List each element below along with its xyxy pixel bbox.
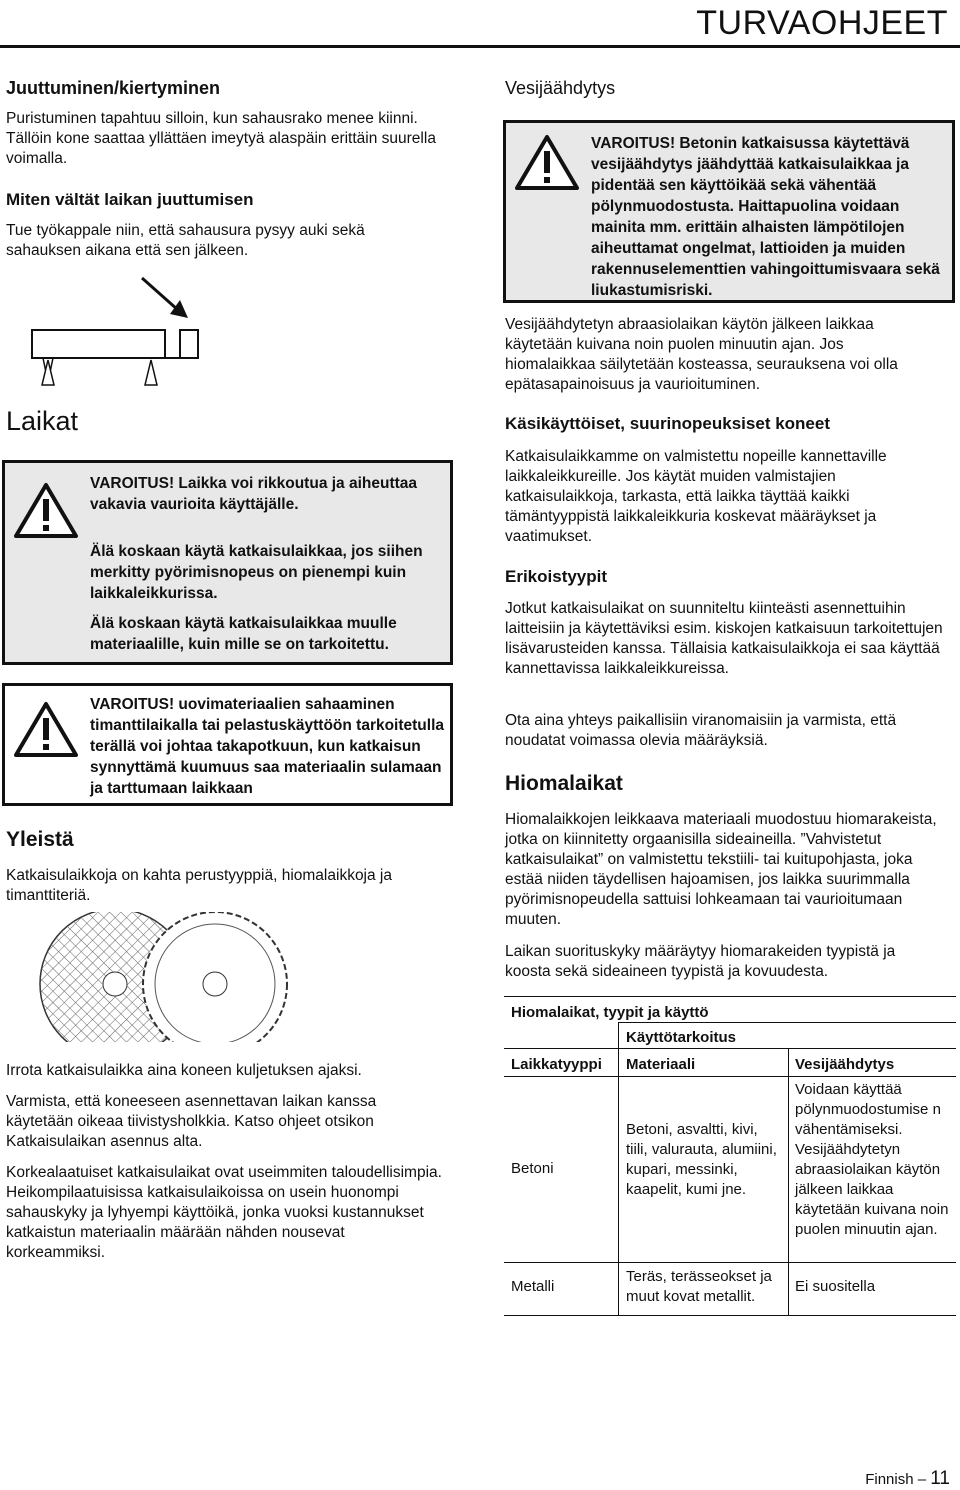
table-row: Metalli [511, 1278, 555, 1295]
col-header-water: Vesijäähdytys [795, 1056, 895, 1073]
yleista-p1: Irrota katkaisulaikka aina koneen kuljetuksen ajaksi. [6, 1062, 362, 1079]
special-heading: Erikoistyypit [505, 567, 608, 586]
warning-box-kickback [2, 683, 453, 806]
warning-text-2: Älä koskaan käytä katkaisulaikkaa, jos siihen merkitty pyörimisnopeus on pienempi kuin laikkaleikkurissa. [90, 543, 423, 602]
yleista-heading: Yleistä [6, 828, 74, 851]
col-header-material: Materiaali [626, 1056, 696, 1073]
warning-box-blade [2, 460, 453, 665]
warning-text-1: VAROITUS! Laikka voi rikkoutua ja aiheuttaa vakavia vaurioita käyttäjälle. [90, 475, 418, 513]
yleista-p3: Korkealaatuiset katkaisulaikat ovat useimmiten taloudellisimpia. Heikompilaatuisissa katkaisulaikoissa on usein huonompi sahauskyky ja lyhyempi käyttöikä, jonka vuoksi kustannukset katkaistun materiaalin määrään nähden nousevat korkeammiksi. [6, 1164, 442, 1261]
handheld-paragraph: Katkaisulaikkamme on valmistettu nopeille kannettaville laikkaleikkureille. Jos käytät muiden valmistajien katkaisulaikkoja, tarkasta, että laikka täyttää kaikki tämäntyyppistä laikkaleikkuria koskevat määräykset ja vaatimukset. [505, 448, 887, 545]
abrasive-heading: Hiomalaikat [505, 772, 623, 795]
jam-paragraph: Puristuminen tapahtuu silloin, kun sahausrako menee kiinni. Tällöin kone saattaa yllättäen imeytyä alaspäin erittäin suurella voimalla. [6, 110, 436, 167]
table-row: Betoni [511, 1160, 554, 1177]
table-cell-water: Ei suositella [795, 1278, 876, 1295]
yleista-paragraph: Katkaisulaikkoja on kahta perustyyppiä, hiomalaikkoja ja timanttiteriä. [6, 867, 392, 904]
page-number: 11 [930, 1468, 950, 1489]
jam-heading: Juuttuminen/kiertyminen [6, 78, 221, 98]
blade-illustration [30, 912, 330, 1042]
jam-sub-paragraph: Tue työkappale niin, että sahausura pysyy auki sekä sahauksen aikana että sen jälkeen. [6, 222, 365, 259]
table-cell-material: Betoni, asvaltti, kivi, tiili, valurauta, alumiini, kupari, messinki, kaapelit, kumi jne. [626, 1121, 777, 1198]
warning-text-3: Älä koskaan käytä katkaisulaikkaa muulle materiaalille, kuin mille se on tarkoitettu. [90, 615, 397, 653]
handheld-heading: Käsikäyttöiset, suurinopeuksiset koneet [505, 414, 830, 433]
abrasive-paragraph: Hiomalaikkojen leikkaava materiaali muodostuu hiomarakeista, jotka on kiinnitetty orgaanisilla sideaineilla. ”Vahvistetut katkaisulaikat” on valmistettu tekstiili- tai kuitupohjasta, joka estää niiden täydellisen hajoamisen, jos laikka suurimmalla pyörimisnopeudella sattuisi lohkeamaan tai vaurioitumaan muuten. [505, 811, 937, 928]
special-paragraph-2: Ota aina yhteys paikallisiin viranomaisiin ja varmista, että noudatat voimassa olevia määräyksiä. [505, 712, 897, 749]
col-header-type: Laikkatyyppi [511, 1056, 602, 1073]
page-title: TURVAOHJEET [696, 4, 948, 42]
warning-box-water [503, 120, 955, 303]
table-cell-material: Teräs, terässeokset ja muut kovat metallit. [626, 1268, 772, 1305]
table-cell-water: Voidaan käyttää pölynmuodostumise n vähentämiseksi. Vesijäähdytetyn abraasiolaikan käytön jälkeen laikkaa käytetään kuivana noin puolen minuutin ajan. [795, 1081, 949, 1238]
water-heading: Vesijäähdytys [505, 78, 616, 98]
water-paragraph: Vesijäähdytetyn abraasiolaikan käytön jälkeen laikkaa käytetään kuivana noin puolen minuutin ajan. Jos hiomalaikkaa säilytetään kosteassa, seurauksena voi olla epätasapainoisuus ja vaurioituminen. [505, 316, 898, 393]
warning-triangle-icon [13, 481, 79, 539]
jam-subheading: Miten vältät laikan juuttumisen [6, 190, 254, 209]
laikat-heading: Laikat [6, 406, 79, 436]
warning-text-water: VAROITUS! Betonin katkaisussa käytettävä vesijäähdytys jäähdyttää katkaisulaikkaa ja pidentää sen käyttöikää sekä vähentää pölynmuodostusta. Haittapuolina voidaan mainita mm. erittäin alhaisten lämpötilojen aiheuttamat ongelmat, lattioiden ja muiden rakennuselementtien vahingoittumisvaara sekä liukastumisriski. [591, 135, 940, 299]
warning-triangle-icon [514, 133, 580, 191]
footer-separator: – [917, 1471, 927, 1488]
warning-text-kickback: VAROITUS! uovimateriaalien sahaaminen timanttilaikalla tai pelastuskäyttöön tarkoitetulla terällä voi johtaa takapotkuun, kun katkaisun synnyttämä kuumuus saa materiaalin sulamaan ja tarttumaan laikkaan [90, 696, 445, 797]
warning-triangle-icon [13, 700, 79, 758]
header-rule [0, 45, 960, 48]
table-group-header: Käyttötarkoitus [626, 1029, 737, 1046]
footer-language: Finnish [865, 1471, 914, 1488]
special-paragraph: Jotkut katkaisulaikat on suunniteltu kiinteästi asennettuihin laitteisiin ja käytettäviksi esim. kiskojen katkaisuun tarkoitettujen lisävarusteiden kanssa. Tällaisia katkaisulaikkoja ei saa käyttää kannettavissa laikkaleikkureissa. [505, 600, 943, 677]
saw-cut-diagram [30, 270, 210, 390]
abrasive-paragraph-2: Laikan suorituskyky määräytyy hiomarakeiden tyypistä ja koosta sekä sideaineen tyypistä ja kovuudesta. [505, 943, 896, 980]
yleista-p2: Varmista, että koneeseen asennettavan laikan kanssa käytetään oikeaa tiivistysholkkia. Katso ohjeet otsikon Katkaisulaikan asennus alta. [6, 1093, 377, 1150]
table-title: Hiomalaikat, tyypit ja käyttö [511, 1004, 709, 1021]
abrasive-table [504, 996, 956, 1316]
